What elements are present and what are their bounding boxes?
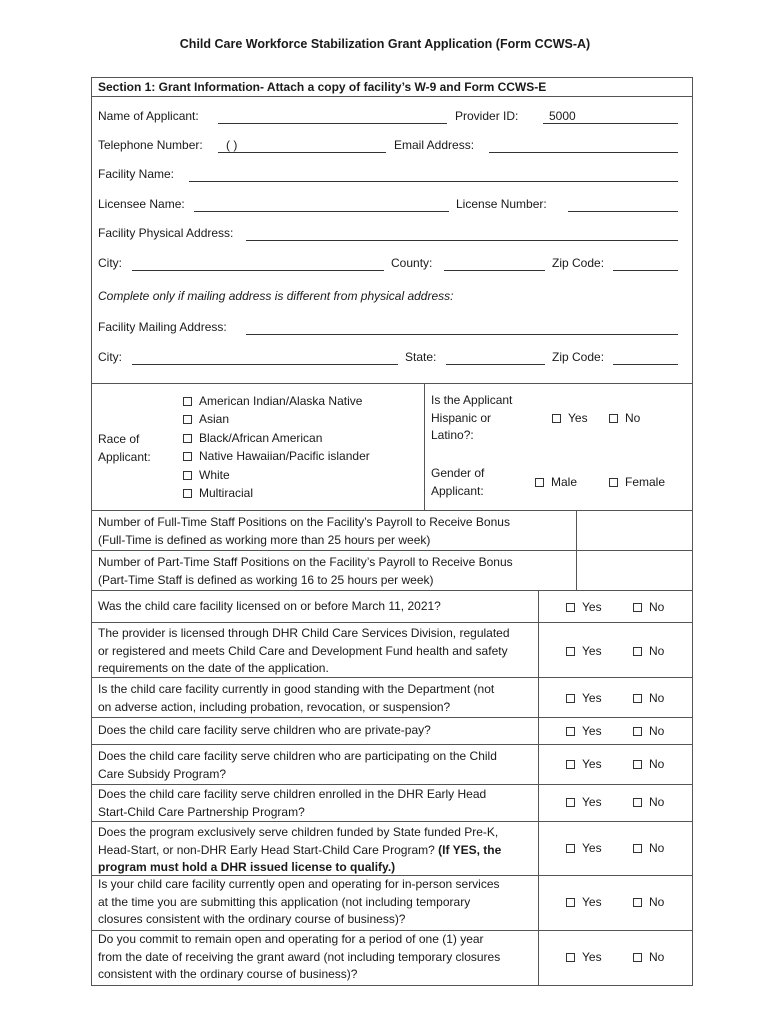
question-7-line3: program must hold a DHR issued license to qualify.) [98,860,396,874]
question-3-line2: on adverse action, including probation, revocation, or suspension? [98,699,451,714]
physical-address-field[interactable] [246,240,678,241]
question-9-no[interactable] [633,950,664,964]
gender-label [431,465,484,500]
checkbox-icon[interactable] [609,414,618,423]
mailing-note: Complete only if mailing address is different from physical address: [98,289,454,303]
provider-id-label: Provider ID: [455,109,519,123]
hispanic-no-option[interactable] [609,411,640,425]
hispanic-label-line2: Hispanic or [431,410,492,425]
checkbox-icon[interactable] [633,727,642,736]
section1-header-divider [91,96,693,97]
yes-label: Yes [582,644,602,658]
staff-divider-v [576,510,577,591]
checkbox-icon[interactable] [566,760,575,769]
checkbox-icon[interactable] [566,798,575,807]
page-title: Child Care Workforce Stabilization Grant Application (Form CCWS-A) [179,37,591,51]
checkbox-icon[interactable] [633,898,642,907]
section1-header: Section 1: Grant Information- Attach a copy of facility’s W-9 and Form CCWS-E [98,80,547,94]
race-option-4[interactable] [183,468,230,482]
no-label: No [649,950,665,964]
checkbox-icon[interactable] [552,414,561,423]
checkbox-icon[interactable] [566,953,575,962]
question-2-line1: The provider is licensed through DHR Child Care Services Division, regulated [98,626,510,640]
county-label: County: [391,256,433,270]
question-9-line3: consistent with the ordinary course of business)? [98,967,358,981]
question-8-no[interactable] [633,895,664,909]
race-option-3[interactable] [183,449,370,463]
licensee-label: Licensee Name: [98,197,185,211]
question-3-yes[interactable] [566,691,602,705]
part-time-label [98,554,513,589]
question-5-yes[interactable] [566,757,602,771]
mailing-city-label: City: [98,350,122,364]
no-label: No [649,757,665,771]
full-time-label [98,514,510,549]
checkbox-icon[interactable] [183,434,192,443]
licensee-field[interactable] [194,211,449,212]
name-field[interactable] [218,123,447,124]
question-4-yes[interactable] [566,724,602,738]
gender-label-line1: Gender of [431,466,485,480]
question-4-line1: Does the child care facility serve children who are private-pay? [98,723,431,737]
question-7-bold-tail: (If YES, the [438,842,502,857]
email-label: Email Address: [394,138,475,152]
question-3-line1: Is the child care facility currently in good standing with the Department (not [98,682,495,696]
question-9 [98,931,538,984]
question-divider [91,784,693,785]
checkbox-icon[interactable] [183,471,192,480]
mailing-city-field[interactable] [132,364,398,365]
race-option-label: Multiracial [199,486,254,500]
question-2-no[interactable] [633,644,664,658]
race-option-label: Black/African American [199,431,323,445]
checkbox-icon[interactable] [566,603,575,612]
question-9-yes[interactable] [566,950,602,964]
part-time-input[interactable] [578,552,692,589]
question-2 [98,625,538,678]
yes-label: Yes [582,724,602,738]
county-field[interactable] [444,270,545,271]
race-option-1[interactable] [183,412,229,426]
question-9-line1: Do you commit to remain open and operating for a period of one (1) year [98,932,484,946]
mailing-address-label: Facility Mailing Address: [98,320,227,334]
question-1-line1: Was the child care facility licensed on or before March 11, 2021? [98,599,441,613]
checkbox-icon[interactable] [183,452,192,461]
mailing-zip-label: Zip Code: [552,350,605,364]
full-time-line1: Number of Full-Time Staff Positions on the Facility’s Payroll to Receive Bonus [98,515,510,529]
telephone-label: Telephone Number: [98,138,203,152]
part-time-line2: (Part-Time Staff is defined as working 16 to 25 hours per week) [98,572,434,587]
question-4-no[interactable] [633,724,664,738]
checkbox-icon[interactable] [633,603,642,612]
no-label: No [649,600,665,614]
state-label: State: [405,350,437,364]
provider-id-field[interactable] [543,123,678,124]
telephone-field[interactable] [218,152,386,153]
question-8 [98,876,538,929]
checkbox-icon[interactable] [633,647,642,656]
checkbox-icon[interactable] [633,798,642,807]
question-5-line2: Care Subsidy Program? [98,766,227,781]
checkbox-icon[interactable] [633,844,642,853]
question-3-no[interactable] [633,691,664,705]
question-1 [98,598,538,616]
checkbox-icon[interactable] [183,415,192,424]
yes-label: Yes [582,691,602,705]
zip-field[interactable] [613,270,678,271]
checkbox-icon[interactable] [633,760,642,769]
part-time-line1: Number of Part-Time Staff Positions on the Facility’s Payroll to Receive Bonus [98,555,513,569]
question-8-line3: closures consistent with the ordinary course of business)? [98,912,406,926]
question-6-line2: Start-Child Care Partnership Program? [98,804,305,819]
license-number-field[interactable] [568,211,678,212]
city-field[interactable] [132,270,384,271]
zip-label: Zip Code: [552,256,605,270]
no-label: No [649,795,665,809]
yes-label: Yes [582,841,602,855]
question-6 [98,786,538,821]
mailing-zip-field[interactable] [613,364,678,365]
demographics-divider [424,383,425,511]
race-option-5[interactable] [183,486,253,500]
race-option-2[interactable] [183,431,322,445]
question-divider [91,821,693,822]
question-7-no[interactable] [633,841,664,855]
question-7-line1: Does the program exclusively serve children funded by State funded Pre-K, [98,825,499,839]
no-label: No [649,841,665,855]
question-7 [98,824,538,877]
race-option-label: Asian [199,412,230,426]
race-option-0[interactable] [183,394,362,408]
hispanic-label-line1: Is the Applicant [431,393,513,407]
facility-name-field[interactable] [189,181,678,182]
gender-label-line2: Applicant: [431,483,484,498]
no-label: No [649,724,665,738]
checkbox-icon[interactable] [566,898,575,907]
full-time-input[interactable] [578,512,692,549]
question-6-yes[interactable] [566,795,602,809]
gender-female-option[interactable] [609,475,665,489]
no-label: No [649,895,665,909]
race-option-label: White [199,468,230,482]
yes-label: Yes [582,757,602,771]
facility-name-label: Facility Name: [98,167,175,181]
question-5-no[interactable] [633,757,664,771]
staff-divider-h [91,550,693,551]
question-7-line2-text: Head-Start, or non-DHR Early Head Start-Child Care Program? [98,842,439,857]
physical-address-label: Facility Physical Address: [98,226,234,240]
hispanic-yes-option[interactable] [552,411,588,425]
question-9-line2: from the date of receiving the grant award (not including temporary closures [98,949,501,964]
checkbox-icon[interactable] [609,478,618,487]
question-1-yes[interactable] [566,600,602,614]
question-7-line2 [98,842,538,860]
checkbox-icon[interactable] [566,727,575,736]
question-1-no[interactable] [633,600,664,614]
hispanic-label-line3: Latino?: [431,428,474,442]
questions-divider-v [538,590,539,986]
question-2-yes[interactable] [566,644,602,658]
hispanic-label [431,392,512,445]
yes-label: Yes [582,795,602,809]
race-label [98,431,151,466]
question-divider [91,717,693,718]
race-option-label: Native Hawaiian/Pacific islander [199,449,370,463]
race-option-label: American Indian/Alaska Native [199,394,363,408]
question-divider [91,622,693,623]
checkbox-icon[interactable] [183,489,192,498]
question-4 [98,722,538,740]
hispanic-no-label: No [625,411,641,425]
question-3 [98,681,538,716]
gender-female-label: Female [625,475,666,489]
telephone-area-code: ( ) [226,138,238,152]
provider-id-value: 5000 [549,109,576,123]
city-label: City: [98,256,122,270]
checkbox-icon[interactable] [633,694,642,703]
name-label: Name of Applicant: [98,109,199,123]
checkbox-icon[interactable] [566,694,575,703]
yes-label: Yes [582,895,602,909]
full-time-line2: (Full-Time is defined as working more than 25 hours per week) [98,532,431,547]
question-5 [98,748,538,783]
hispanic-yes-label: Yes [568,411,588,425]
question-7-yes[interactable] [566,841,602,855]
question-2-line3: requirements on the date of the application. [98,661,329,675]
no-label: No [649,691,665,705]
mailing-address-field[interactable] [246,334,678,335]
email-field[interactable] [489,152,678,153]
race-label-line1: Race of [98,432,140,446]
question-6-no[interactable] [633,795,664,809]
checkbox-icon[interactable] [183,397,192,406]
license-number-label: License Number: [456,197,547,211]
demographics-box [91,383,693,511]
checkbox-icon[interactable] [535,478,544,487]
gender-male-label: Male [551,475,578,489]
checkbox-icon[interactable] [566,647,575,656]
state-field[interactable] [446,364,545,365]
gender-male-option[interactable] [535,475,577,489]
question-8-line1: Is your child care facility currently open and operating for in-person services [98,877,500,891]
question-8-line2: at the time you are submitting this application (not including temporary [98,894,471,909]
no-label: No [649,644,665,658]
race-label-line2: Applicant: [98,449,151,464]
question-2-line2: or registered and meets Child Care and Development Fund health and safety [98,643,508,658]
checkbox-icon[interactable] [566,844,575,853]
question-5-line1: Does the child care facility serve children who are participating on the Child [98,749,497,763]
question-8-yes[interactable] [566,895,602,909]
question-divider [91,744,693,745]
yes-label: Yes [582,600,602,614]
checkbox-icon[interactable] [633,953,642,962]
question-6-line1: Does the child care facility serve children enrolled in the DHR Early Head [98,787,487,801]
yes-label: Yes [582,950,602,964]
